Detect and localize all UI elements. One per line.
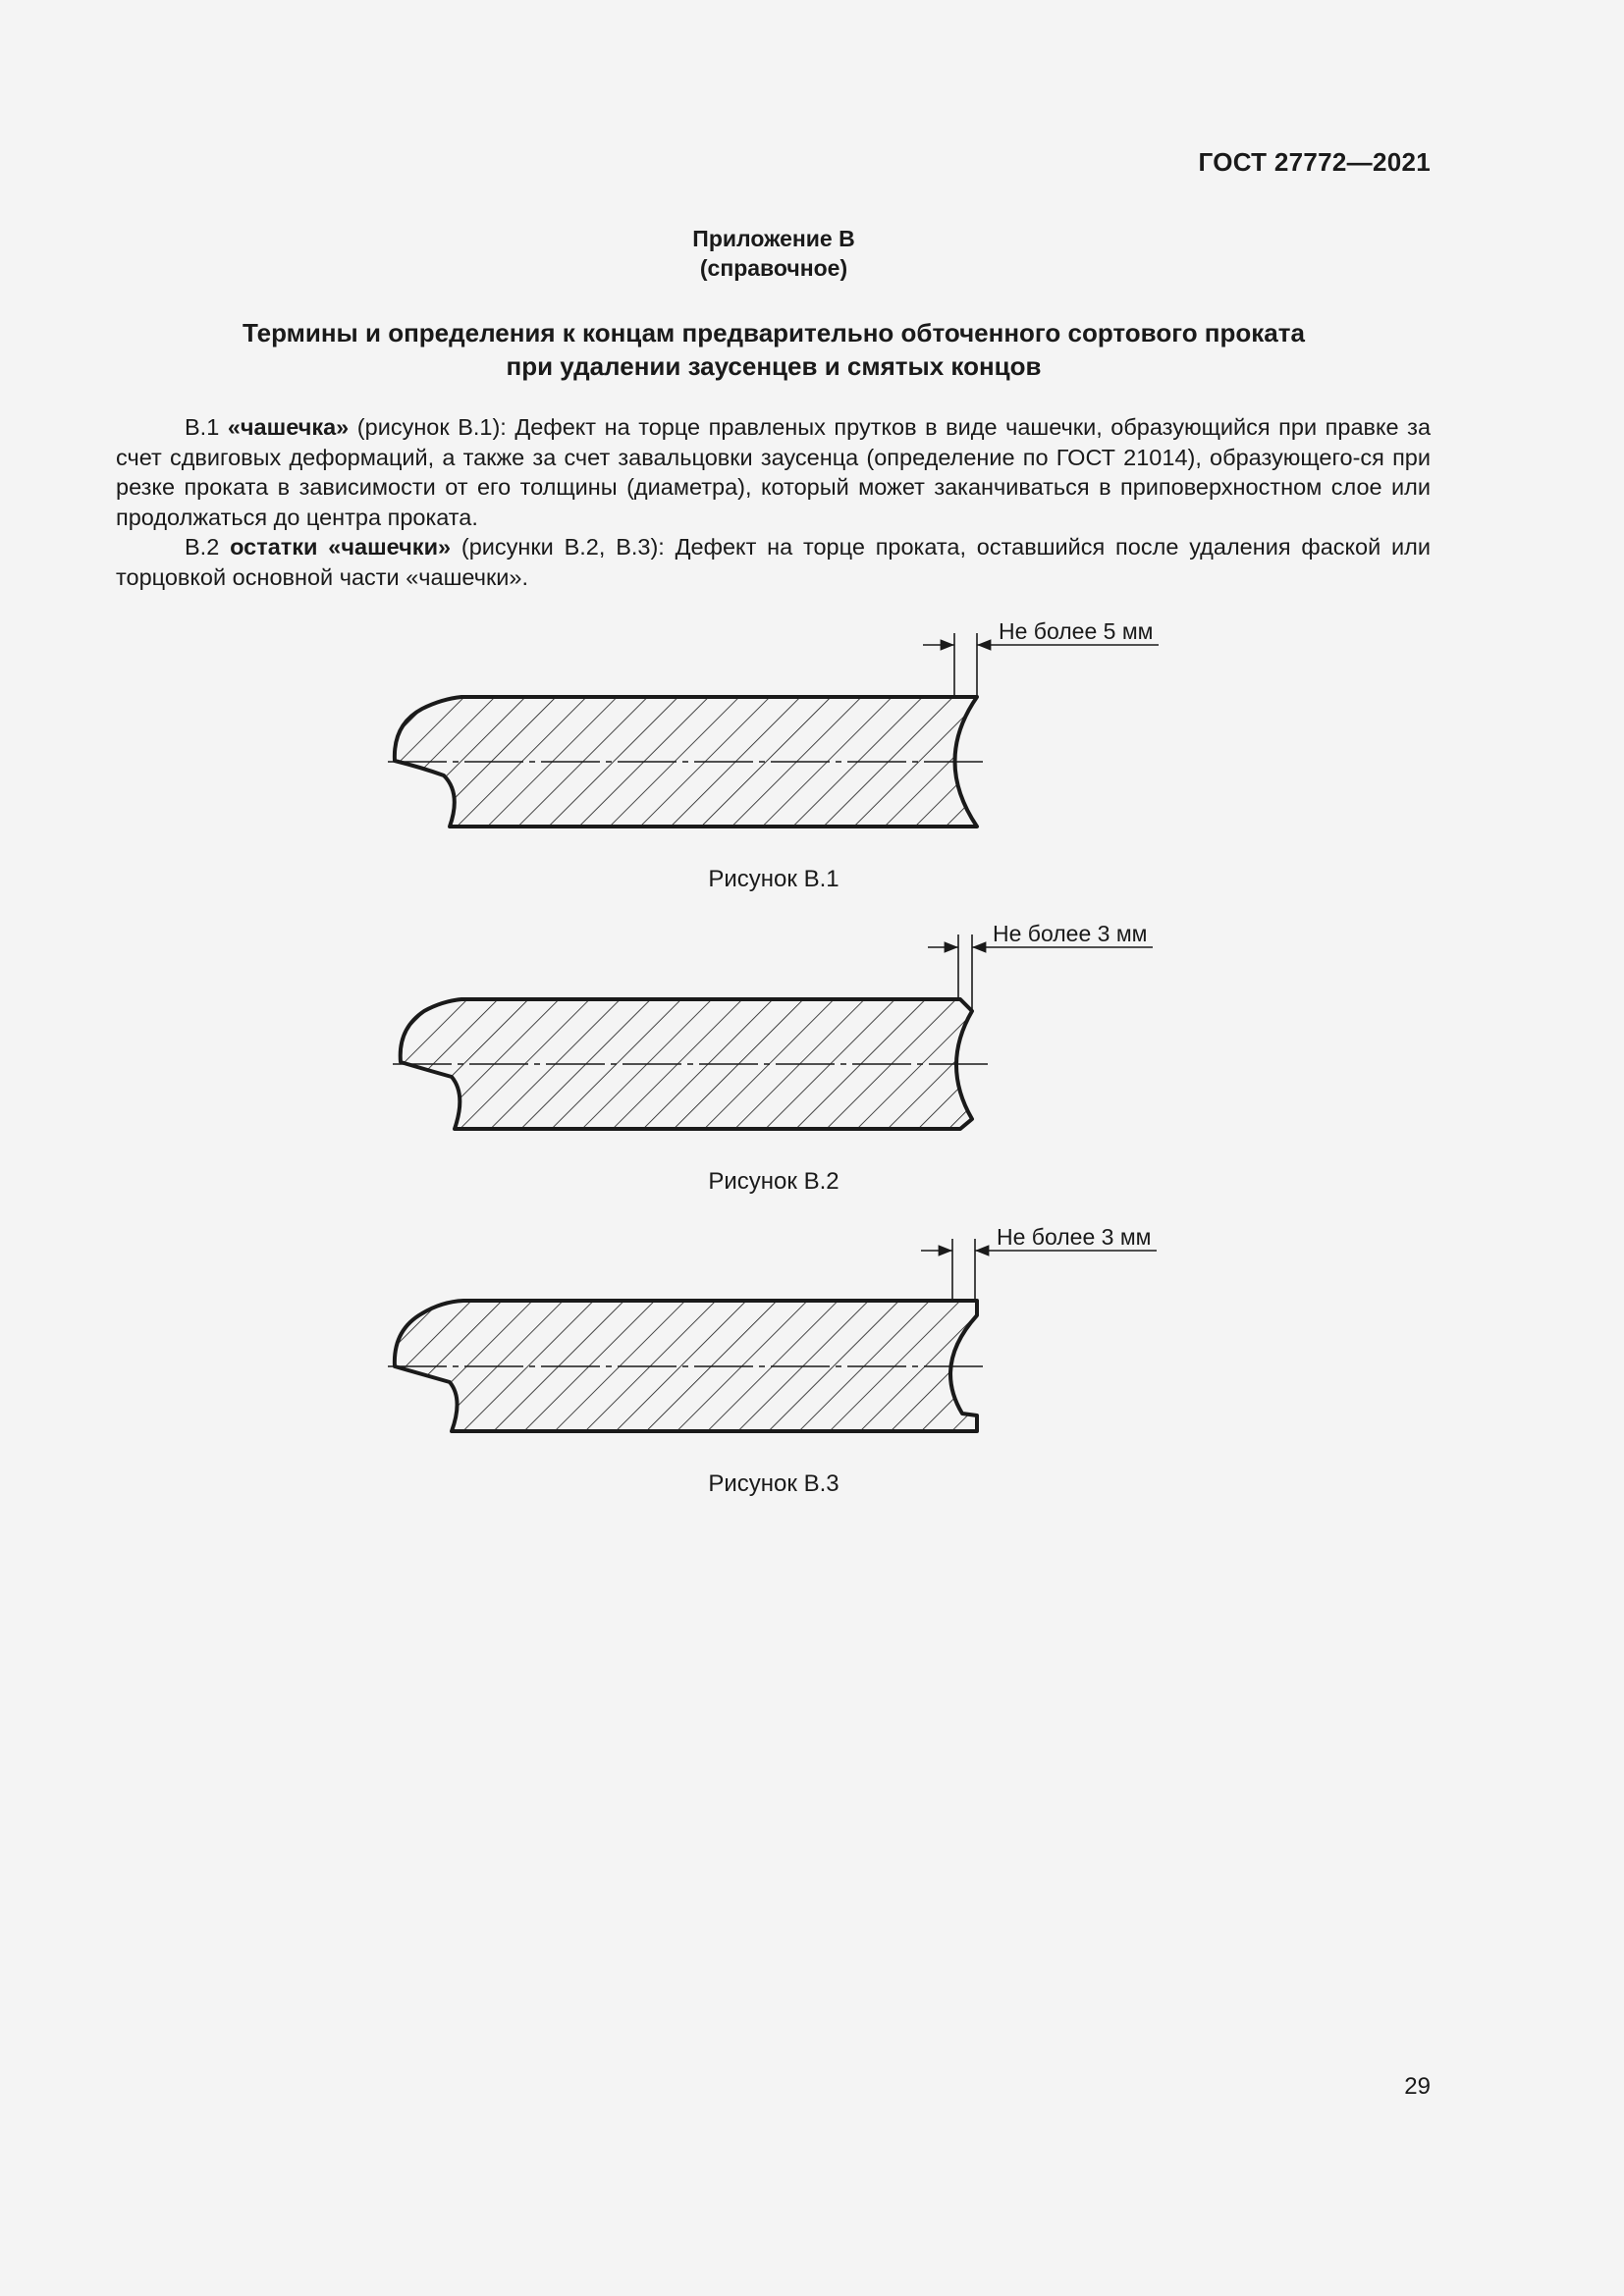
dimension-label: Не более 5 мм [999, 618, 1154, 644]
term-number: В.1 [185, 414, 220, 440]
page-number: 29 [1404, 2073, 1431, 2100]
section-title-line-2: при удалении заусенцев и смятых концов [506, 351, 1042, 381]
term-name: «чашечка» [227, 414, 350, 440]
section-title-line-1: Термины и определения к концам предварительно обточенного сортового проката [243, 318, 1305, 347]
appendix-subtitle: (справочное) [699, 255, 848, 281]
term-definition: (рисунки В.2, В.3): Дефект на торце проката, оставшийся после удаления фаской или торцовкой основной части «чашечки». [116, 534, 1432, 590]
figure-b1 [388, 618, 1159, 827]
figure-b3 [388, 1224, 1157, 1431]
figure-b2 [393, 921, 1153, 1129]
figure-caption-b1: Рисунок В.1 [708, 866, 839, 892]
dimension-label: Не более 3 мм [997, 1224, 1152, 1250]
term-name: остатки «чашечки» [230, 534, 452, 560]
standard-code: ГОСТ 27772—2021 [1198, 147, 1431, 177]
figure-caption-b2: Рисунок В.2 [708, 1168, 839, 1195]
appendix-title: Приложение В [692, 226, 855, 251]
figure-caption-b3: Рисунок В.3 [708, 1470, 839, 1497]
term-definition: (рисунок В.1): Дефект на торце правленых прутков в виде чашечки, образующийся при правке за счет сдвиговых деформаций, а также за счет завальцовки заусенца (определение по ГОСТ 21014), образующего-ся при резке проката в зависимости от его толщины (диаметра), который может заканчиваться в приповерхностном слое или продолжаться до центра проката. [116, 414, 1432, 530]
term-number: В.2 [185, 534, 220, 560]
dimension-label: Не более 3 мм [993, 921, 1148, 946]
